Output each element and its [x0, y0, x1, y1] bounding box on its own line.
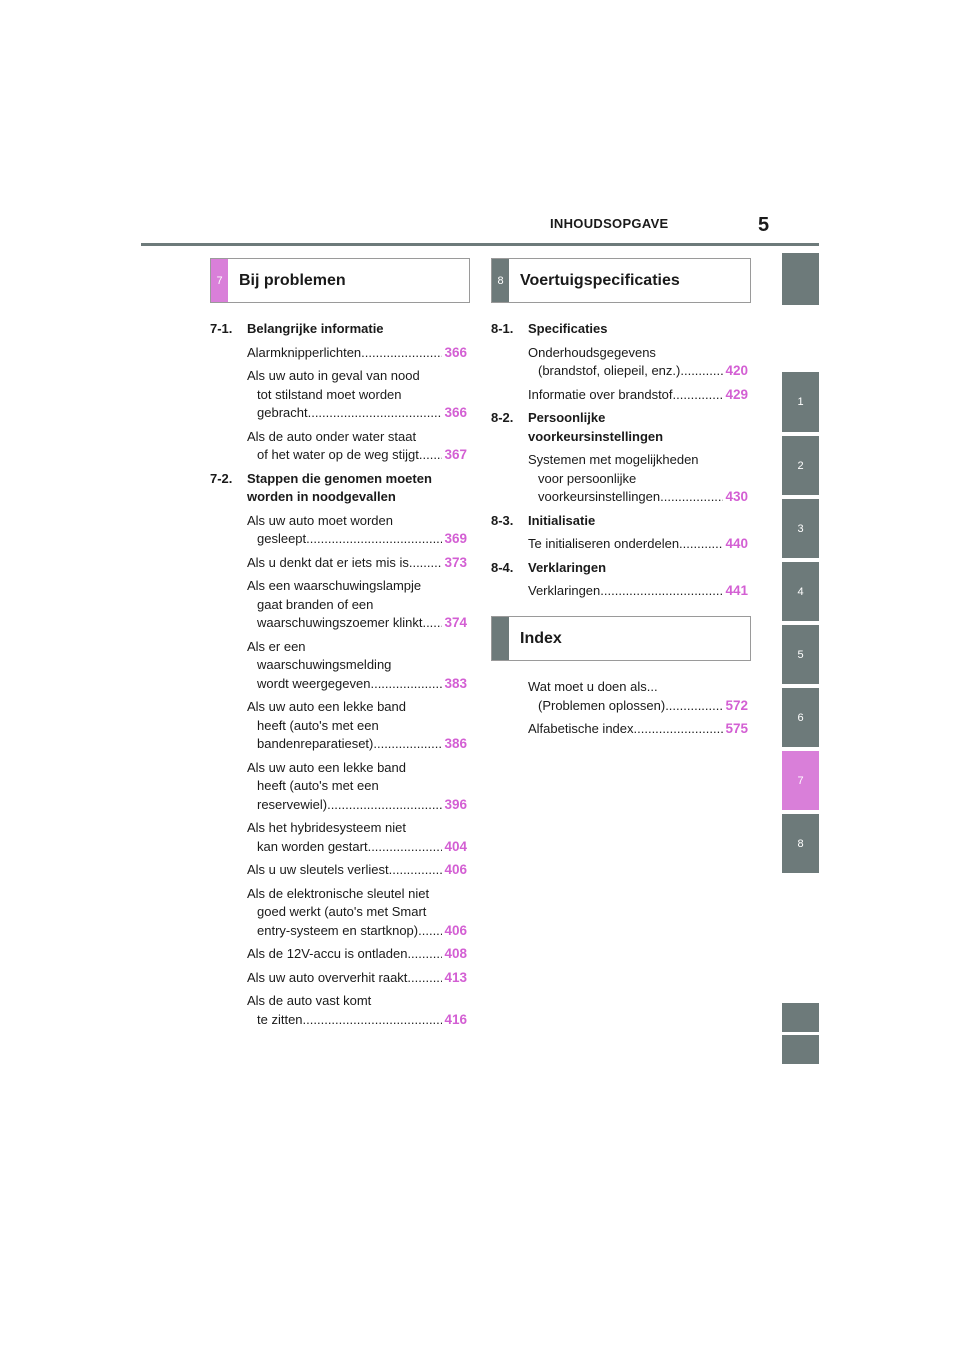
entry-text: waarschuwingsmelding [257, 657, 392, 672]
chapter-tab-8[interactable]: 8 [782, 814, 819, 873]
entry-text: Als uw auto een lekke band [247, 699, 406, 714]
page-link[interactable]: 386 [444, 736, 467, 751]
toc-entry[interactable] [528, 678, 748, 715]
header-title: INHOUDSOPGAVE [550, 216, 669, 231]
entry-text: Onderhoudsgegevens [528, 344, 656, 360]
toc-column-right [491, 320, 748, 606]
chapter-tab-5[interactable]: 5 [782, 625, 819, 684]
category-number: 8-4. [491, 559, 514, 575]
entry-text: gesleept [257, 531, 307, 546]
entry-text: wordt weergegeven [257, 675, 371, 691]
entry-text: gebracht [257, 405, 308, 420]
toc-entry[interactable] [528, 386, 748, 405]
entry-text: entry-systeem en startknop) [257, 922, 419, 938]
page-link[interactable]: 420 [725, 363, 748, 378]
entry-text: of het water op de weg stijgt [257, 447, 419, 462]
entry-text: reservewiel) [257, 796, 328, 812]
page-link[interactable]: 416 [444, 1011, 467, 1027]
section-number-tab: 8 [492, 259, 509, 302]
toc-entry[interactable] [247, 885, 467, 941]
entry-text: Alarmknipperlichten [247, 344, 362, 360]
category-number: 8-1. [491, 321, 514, 336]
entry-text: Wat moet u doen als... [528, 679, 658, 694]
entry-text: Informatie over brandstof [528, 386, 673, 402]
toc-category [210, 470, 467, 507]
page-link[interactable]: 429 [725, 386, 748, 402]
category-title: Persoonlijke [528, 410, 606, 425]
entry-text: Als uw auto een lekke band [247, 759, 406, 775]
entry-text: voor persoonlijke [538, 470, 637, 486]
category-number: 8-2. [491, 410, 514, 425]
entry-text: Te initialiseren onderdelen [528, 536, 680, 551]
toc-entry[interactable] [528, 720, 748, 739]
entry-text: Als uw auto in geval van nood [247, 368, 420, 383]
category-title: Specificaties [528, 321, 608, 336]
entry-text: tot stilstand moet worden [257, 386, 402, 402]
entry-text: Als de 12V-accu is ontladen [247, 946, 408, 961]
entry-text: te zitten [257, 1011, 303, 1027]
toc-entry[interactable] [247, 638, 467, 694]
toc-category [491, 409, 748, 446]
section-number-tab: 7 [211, 259, 228, 302]
entry-text: Als er een [247, 638, 306, 654]
entry-text: bandenreparatieset) [257, 736, 374, 751]
entry-text: (Problemen oplossen) [538, 697, 666, 713]
entry-text: Als u denkt dat er iets mis is [247, 554, 409, 570]
page-link[interactable]: 373 [444, 554, 467, 570]
toc-entry[interactable] [247, 698, 467, 754]
category-number: 8-3. [491, 512, 514, 528]
entry-text: goed werkt (auto's met Smart [257, 904, 427, 919]
page-link[interactable]: 369 [444, 531, 467, 546]
entry-text: Systemen met mogelijkheden [528, 452, 699, 467]
toc-column-left [210, 320, 467, 1034]
category-title: voorkeursinstellingen [528, 428, 664, 444]
page-link[interactable]: 383 [444, 675, 467, 691]
toc-entry[interactable] [247, 554, 467, 573]
category-title: worden in noodgevallen [247, 489, 396, 504]
category-number: 7-2. [210, 470, 233, 486]
page-link[interactable]: 440 [725, 536, 748, 551]
toc-category [491, 512, 748, 531]
toc-entry[interactable] [528, 451, 748, 507]
category-title: Belangrijke informatie [247, 321, 384, 336]
entry-text: voorkeursinstellingen [538, 489, 661, 504]
toc-index-entries [491, 678, 748, 744]
section-title: Index [520, 629, 562, 647]
toc-category [491, 320, 748, 339]
header-rule [141, 243, 819, 246]
page-link[interactable]: 406 [444, 922, 467, 938]
page-link[interactable]: 367 [444, 447, 467, 462]
entry-text: Als uw auto moet worden [247, 512, 393, 528]
entry-text: (brandstof, oliepeil, enz.) [538, 363, 681, 378]
entry-text: Als de elektronische sleutel niet [247, 885, 430, 901]
entry-text: kan worden gestart [257, 838, 368, 854]
chapter-tab-7[interactable]: 7 [782, 751, 819, 810]
page-number: 5 [758, 214, 770, 236]
category-title: Verklaringen [528, 559, 607, 575]
toc-entry[interactable] [528, 344, 748, 381]
toc-entry[interactable] [247, 819, 467, 856]
entry-text: heeft (auto's met een [257, 717, 379, 733]
category-number: 7-1. [210, 321, 233, 336]
page-link[interactable]: 404 [444, 838, 467, 854]
entry-text: Als de auto onder water staat [247, 428, 417, 444]
toc-category [491, 559, 748, 578]
page-link[interactable]: 366 [444, 344, 467, 360]
entry-text: Als uw auto oververhit raakt [247, 969, 408, 985]
toc-entry[interactable] [247, 992, 467, 1029]
category-title: Stappen die genomen moeten [247, 470, 432, 486]
toc-entry[interactable] [247, 759, 467, 815]
toc-entry[interactable] [247, 344, 467, 363]
entry-text: Verklaringen [528, 583, 601, 598]
chapter-tab-blank-bottom-2[interactable] [782, 1035, 819, 1064]
page-link[interactable]: 374 [444, 615, 467, 630]
toc-entry[interactable] [247, 861, 467, 880]
entry-text: Als een waarschuwingslampje [247, 578, 422, 593]
category-title: Initialisatie [528, 512, 596, 528]
entry-text: waarschuwingszoemer klinkt [257, 615, 423, 630]
page-link[interactable]: 408 [444, 946, 467, 961]
section-header-voertuigspecificaties [491, 258, 751, 303]
chapter-tab-4[interactable]: 4 [782, 562, 819, 621]
page-link[interactable]: 430 [725, 489, 748, 504]
chapter-tab-2[interactable]: 2 [782, 436, 819, 495]
entry-text: heeft (auto's met een [257, 778, 379, 793]
page-link[interactable]: 572 [725, 697, 748, 713]
toc-entry[interactable] [247, 428, 467, 465]
entry-text: Alfabetische index [528, 721, 634, 736]
chapter-tab-1[interactable]: 1 [782, 372, 819, 432]
chapter-tab-3[interactable]: 3 [782, 499, 819, 558]
entry-text: gaat branden of een [257, 596, 374, 612]
toc-entry[interactable] [528, 582, 748, 601]
toc-entry[interactable] [247, 512, 467, 549]
section-title: Voertuigspecificaties [520, 271, 680, 289]
toc-entry[interactable] [247, 367, 467, 423]
toc-entry[interactable] [247, 945, 467, 964]
page-link[interactable]: 575 [725, 721, 748, 736]
section-header-bij-problemen [210, 258, 470, 303]
section-header-index [491, 616, 751, 661]
entry-text: Als de auto vast komt [247, 993, 372, 1008]
page-link[interactable]: 413 [444, 969, 467, 985]
page-link[interactable]: 441 [725, 583, 748, 598]
toc-entry[interactable] [528, 535, 748, 554]
toc-entry[interactable] [247, 577, 467, 633]
page-link[interactable]: 406 [444, 862, 467, 877]
entry-text: Als u uw sleutels verliest [247, 862, 389, 877]
section-title: Bij problemen [239, 271, 346, 289]
entry-text: Als het hybridesysteem niet [247, 820, 406, 835]
chapter-tab-blank-bottom-1[interactable] [782, 1003, 819, 1032]
page-link[interactable]: 396 [444, 796, 467, 812]
toc-entry[interactable] [247, 969, 467, 988]
page-link[interactable]: 366 [444, 405, 467, 420]
section-tab-blank [492, 617, 509, 660]
chapter-tab-blank-top[interactable] [782, 253, 819, 305]
chapter-tab-6[interactable]: 6 [782, 688, 819, 747]
toc-category [210, 320, 467, 339]
